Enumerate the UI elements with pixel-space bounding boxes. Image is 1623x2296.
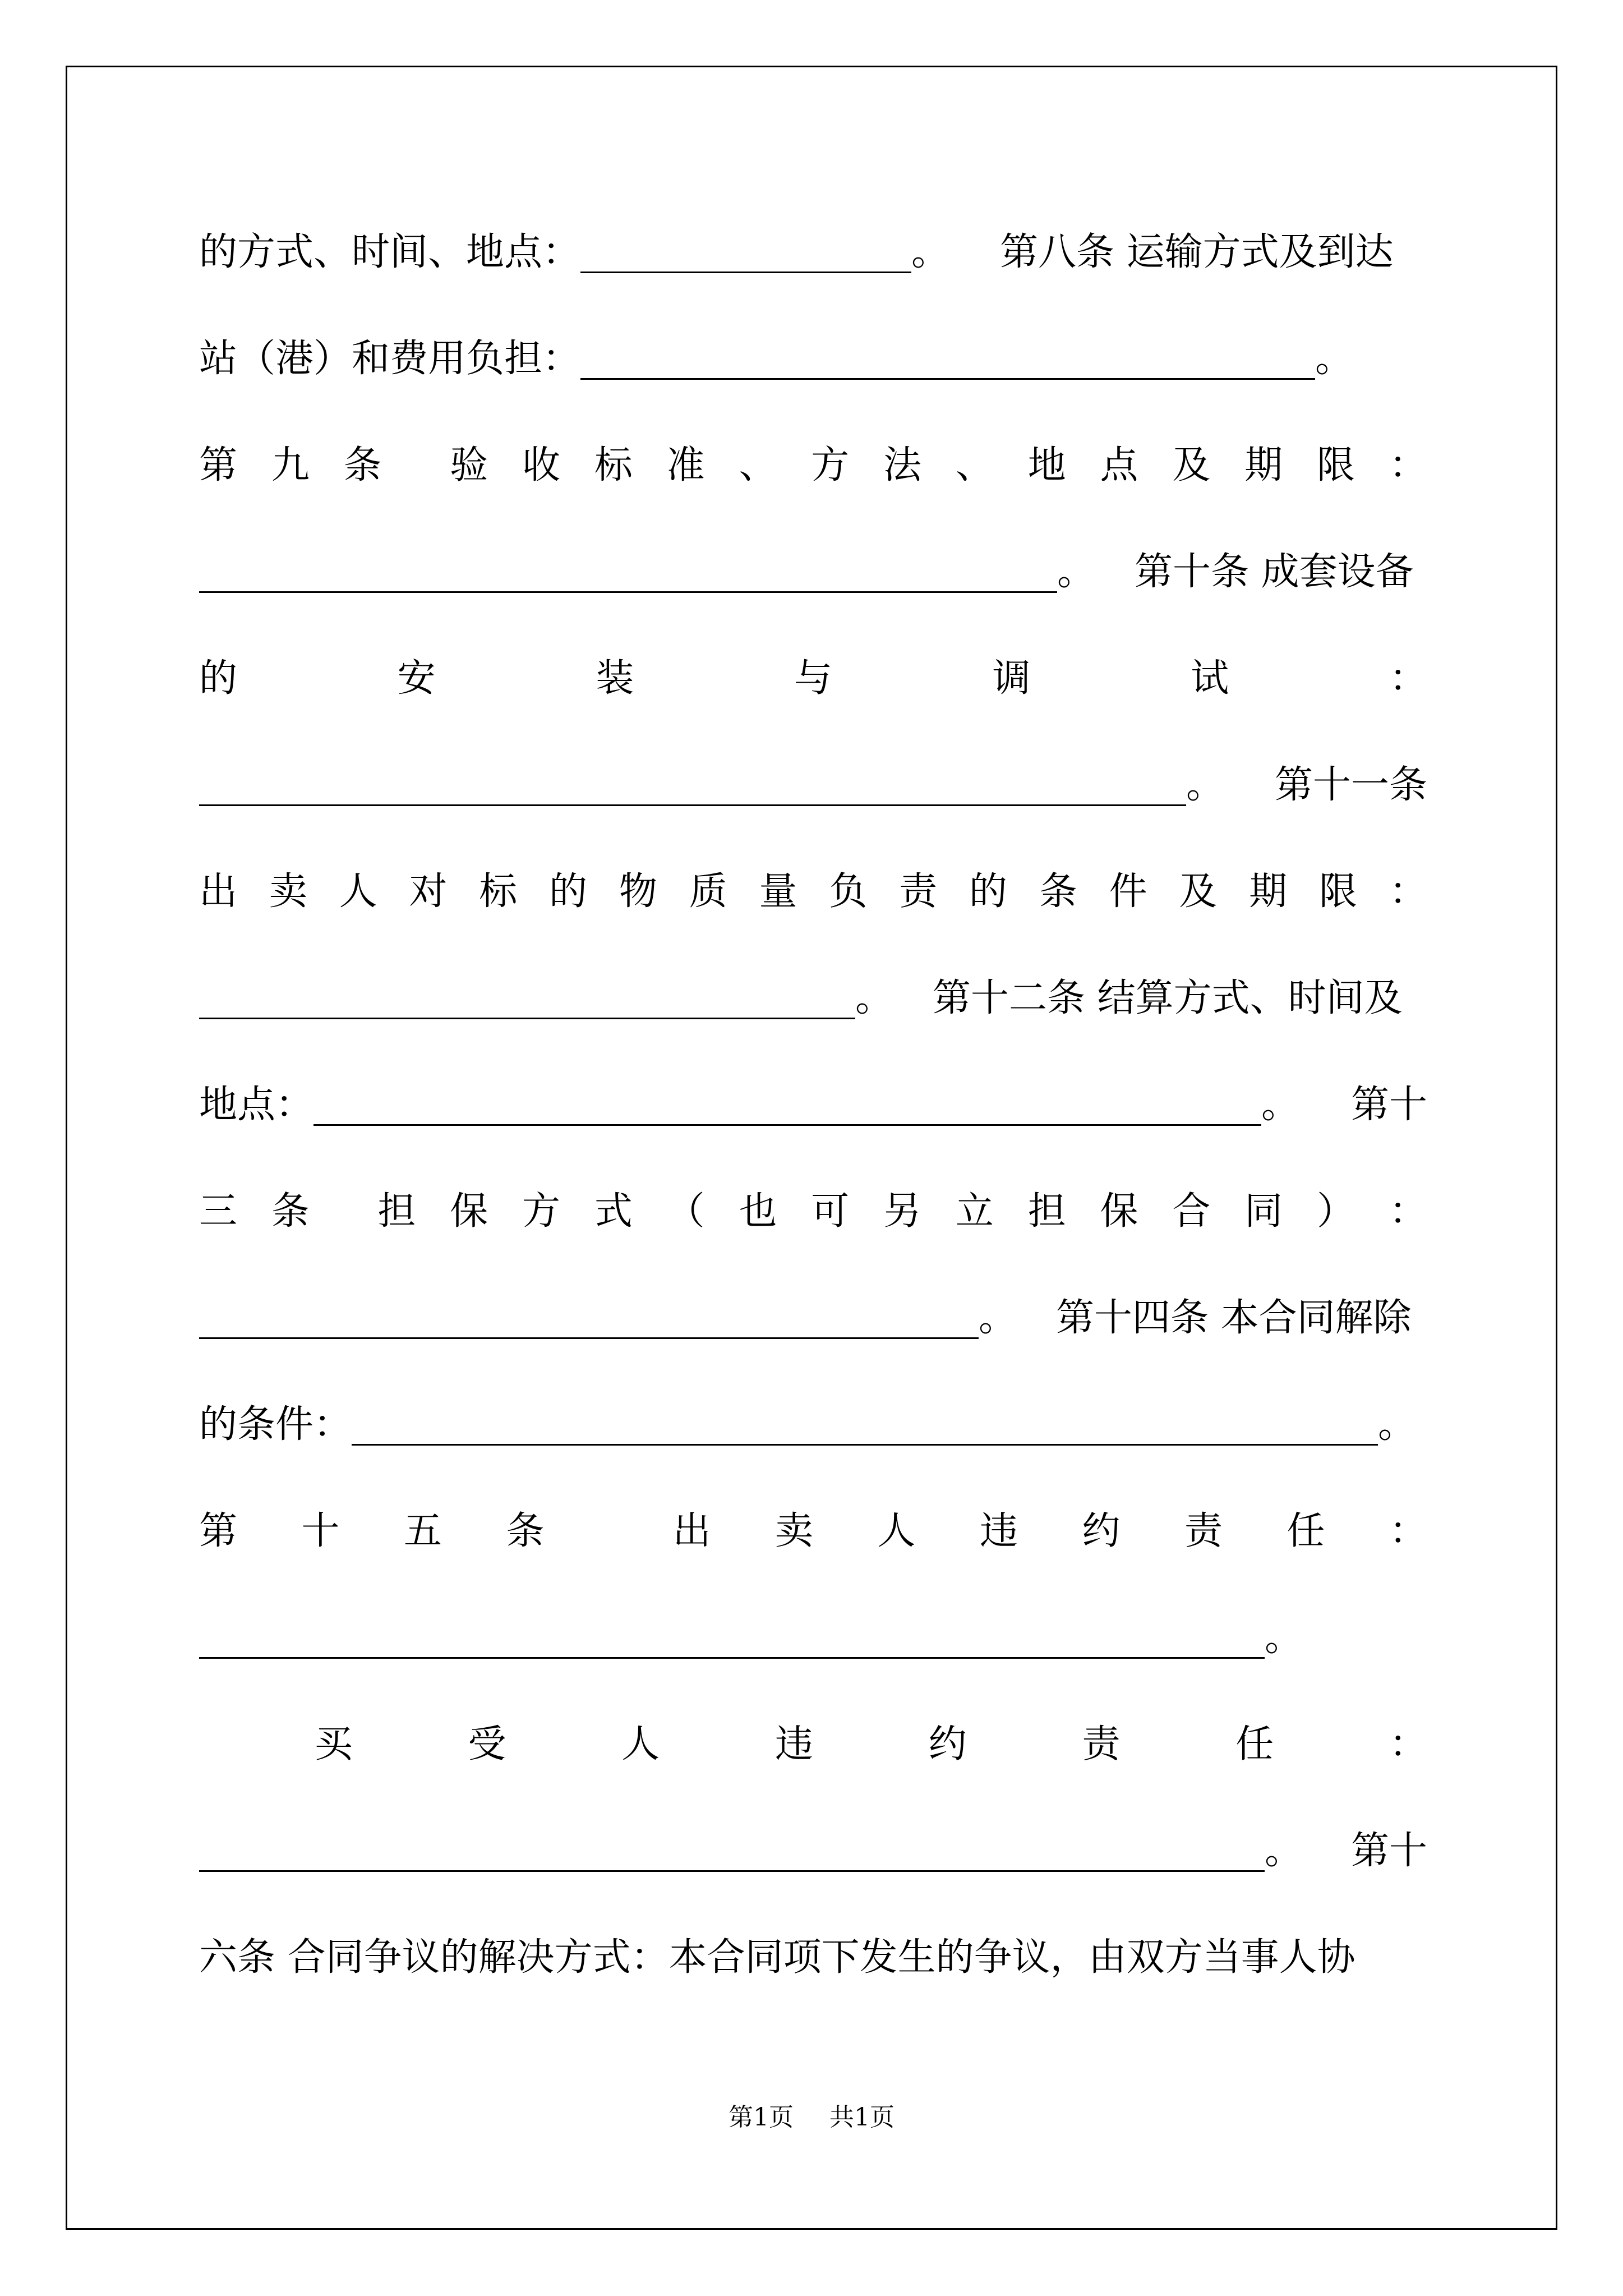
text: 地点：: [199, 1083, 314, 1127]
text: 第八条 运输方式及到达: [1000, 230, 1394, 274]
char: 责: [899, 869, 938, 914]
char: ：: [1389, 656, 1427, 701]
text: 六条 合同争议的解决方式：本合同项下发生的争议，由双方当事人协: [199, 1935, 1355, 1980]
text: 。: [1057, 550, 1096, 594]
char: 标: [594, 443, 633, 487]
char: 违: [774, 1722, 813, 1766]
char: （: [666, 1189, 705, 1234]
fill-blank[interactable]: [199, 1298, 979, 1339]
char: 及: [1179, 869, 1218, 914]
char: 第: [199, 1509, 238, 1553]
text-line: [199, 752, 1427, 819]
fill-blank[interactable]: [199, 1618, 1265, 1659]
char: 买: [314, 1722, 353, 1766]
char: 第: [199, 443, 238, 487]
char: 、: [955, 443, 994, 487]
char: 件: [1109, 869, 1147, 914]
text-line: [199, 858, 1427, 926]
char: ：: [1389, 869, 1427, 914]
char: 期: [1244, 443, 1283, 487]
char: 点: [1100, 443, 1138, 487]
char: 违: [979, 1509, 1018, 1553]
fill-blank[interactable]: [199, 552, 1057, 593]
char: 地: [1027, 443, 1066, 487]
char: 担: [1027, 1189, 1066, 1234]
text-line: [199, 1071, 1427, 1139]
char: 调: [992, 656, 1031, 701]
char: 条: [343, 443, 382, 487]
text: 。: [979, 1296, 1017, 1340]
text: 。: [1265, 1616, 1303, 1660]
char: 的: [549, 869, 588, 914]
char: 另: [883, 1189, 922, 1234]
char: 与: [794, 656, 832, 701]
text: 。: [855, 976, 894, 1020]
char: 装: [596, 656, 634, 701]
page-number: 第1页: [728, 2103, 794, 2132]
char: 也: [739, 1189, 777, 1234]
char: 同: [1244, 1189, 1283, 1234]
text: 站（港）和费用负担：: [199, 337, 581, 381]
char: 、: [739, 443, 777, 487]
text-line: [199, 1924, 1427, 1991]
text-line: [199, 219, 1427, 286]
char: 五: [404, 1509, 442, 1553]
fill-blank[interactable]: [352, 1405, 1378, 1446]
char: 式: [594, 1189, 633, 1234]
char: 法: [883, 443, 922, 487]
char: 的: [199, 656, 238, 701]
text-line: [199, 645, 1427, 712]
char: 条: [506, 1509, 545, 1553]
char: 条: [1039, 869, 1077, 914]
page-total: 共1页: [829, 2103, 895, 2132]
text: 。: [1315, 337, 1354, 381]
char: 合: [1172, 1189, 1211, 1234]
text-line: [199, 539, 1427, 606]
char: ：: [1389, 443, 1427, 487]
text: 第十: [1350, 1083, 1427, 1127]
text: 的方式、时间、地点：: [199, 230, 581, 274]
text-line: [199, 325, 1427, 393]
char: 限: [1319, 869, 1358, 914]
text: 。: [1261, 1083, 1300, 1127]
char: 验: [450, 443, 488, 487]
text: 第十四条 本合同解除: [1056, 1296, 1412, 1340]
char: 约: [1082, 1509, 1121, 1553]
char: 受: [468, 1722, 506, 1766]
char: 十: [301, 1509, 340, 1553]
char: 立: [955, 1189, 994, 1234]
fill-blank[interactable]: [199, 978, 855, 1019]
char: 约: [928, 1722, 967, 1766]
text-line: [199, 1178, 1427, 1245]
char: 安: [397, 656, 436, 701]
char: 条: [271, 1189, 310, 1234]
text-line: [199, 965, 1427, 1032]
text: 第十一条: [1274, 763, 1427, 807]
char: 期: [1249, 869, 1288, 914]
char: 任: [1235, 1722, 1274, 1766]
text-line: [199, 1711, 1427, 1778]
char: 负: [829, 869, 868, 914]
char: 量: [759, 869, 797, 914]
char: 准: [666, 443, 705, 487]
char: ：: [1389, 1722, 1427, 1766]
char: 三: [199, 1189, 238, 1234]
text-line: [199, 1391, 1427, 1458]
fill-blank[interactable]: [580, 339, 1315, 380]
text-line: [199, 1604, 1427, 1672]
char: 收: [522, 443, 561, 487]
char: 的: [969, 869, 1007, 914]
text: 的条件：: [199, 1402, 352, 1447]
char: 保: [450, 1189, 488, 1234]
char: 担: [377, 1189, 416, 1234]
char: 质: [689, 869, 727, 914]
char: 卖: [269, 869, 307, 914]
char: 对: [409, 869, 448, 914]
fill-blank[interactable]: [313, 1085, 1261, 1126]
text-line: [199, 432, 1427, 499]
char: 标: [479, 869, 518, 914]
char: 方: [522, 1189, 561, 1234]
char: 物: [619, 869, 657, 914]
char: ：: [1389, 1189, 1427, 1234]
char: 可: [811, 1189, 850, 1234]
fill-blank[interactable]: [199, 1831, 1265, 1872]
text: 第十: [1350, 1829, 1427, 1873]
char: 任: [1287, 1509, 1325, 1553]
char: 九: [271, 443, 310, 487]
char: ：: [1389, 1509, 1427, 1553]
char: 及: [1172, 443, 1211, 487]
char: ）: [1316, 1189, 1355, 1234]
char: 限: [1316, 443, 1355, 487]
page-footer: [0, 2095, 1623, 2140]
char: 卖: [774, 1509, 813, 1553]
fill-blank[interactable]: [199, 765, 1186, 806]
char: 试: [1191, 656, 1229, 701]
text: 第十二条 结算方式、时间及: [933, 976, 1403, 1020]
char: 方: [811, 443, 850, 487]
char: 出: [672, 1509, 711, 1553]
text-line: [199, 1498, 1427, 1565]
text: 。: [1186, 763, 1225, 807]
char: 人: [877, 1509, 916, 1553]
char: 责: [1184, 1509, 1223, 1553]
char: 人: [621, 1722, 660, 1766]
text: 。: [1265, 1829, 1303, 1873]
text-line: [199, 1285, 1427, 1352]
text: 。: [911, 230, 950, 274]
text: 。: [1378, 1402, 1417, 1447]
fill-blank[interactable]: [580, 232, 911, 273]
char: 保: [1100, 1189, 1138, 1234]
text: 第十条 成套设备: [1135, 550, 1414, 594]
text-line: [199, 1818, 1427, 1885]
char: 出: [199, 869, 238, 914]
char: 人: [339, 869, 377, 914]
char: 责: [1082, 1722, 1121, 1766]
